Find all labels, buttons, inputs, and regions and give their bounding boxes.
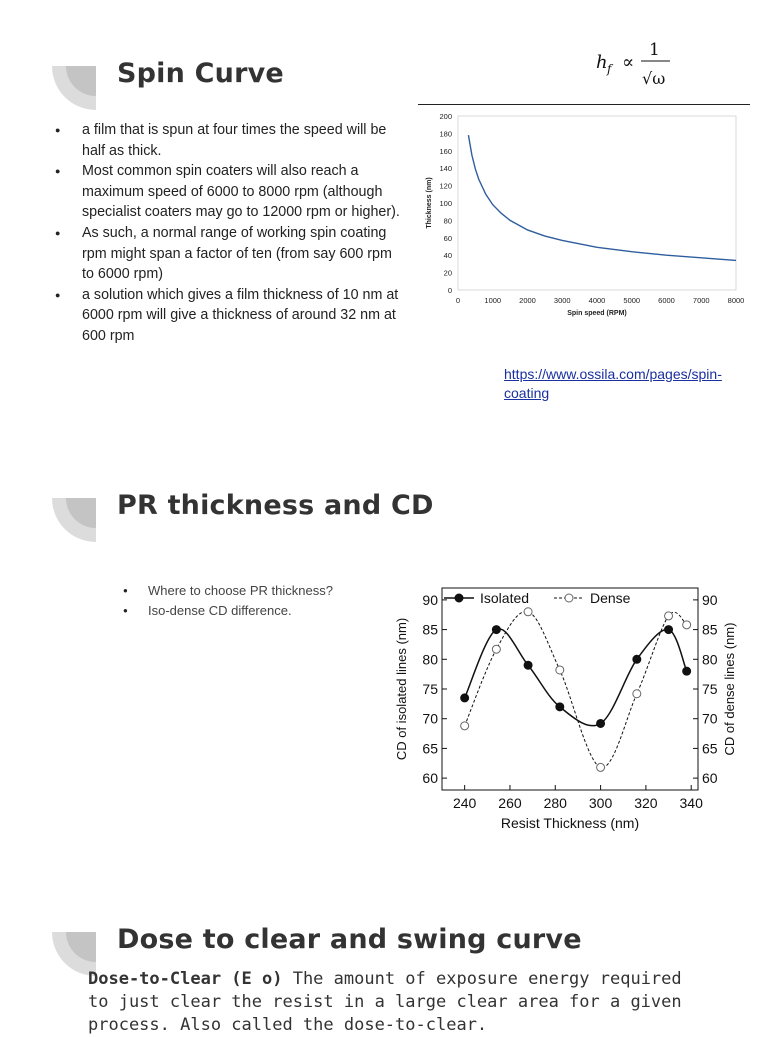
data-point-dense: [461, 722, 469, 730]
data-point-dense: [492, 645, 500, 653]
x-tick-label: 240: [452, 795, 477, 811]
legend-marker: [565, 594, 573, 602]
y-tick-label: 60: [422, 770, 438, 787]
section-marker-icon: [52, 498, 96, 542]
dose-to-clear-title: Dose to clear and swing curve: [117, 924, 582, 955]
legend-label: Dense: [590, 590, 631, 606]
x-axis-label: Spin speed (RPM): [567, 310, 627, 317]
data-point-dense: [665, 612, 673, 620]
spin-formula: [590, 36, 690, 96]
y-tick-label: 75: [422, 681, 438, 697]
x-tick-label: 300: [588, 795, 613, 811]
formula-numerator: 1: [649, 40, 660, 60]
data-point-dense: [633, 690, 641, 698]
list-item: ● Most common spin coaters will also reach a maximum speed of 6000 to 8000 rpm (although specialist coaters may go to 12000 rpm or higher).: [82, 161, 402, 223]
data-point-isolated: [665, 626, 673, 634]
spin-curve-bullets: [82, 120, 402, 347]
data-point-isolated: [597, 719, 605, 727]
data-point-isolated: [524, 661, 532, 669]
data-point-dense: [556, 666, 564, 674]
y-tick-label: 0: [447, 286, 452, 295]
list-item: ● a film that is spun at four times the speed will be half as thick.: [82, 120, 402, 161]
x-tick-label: 260: [498, 795, 522, 811]
x-tick-label: 3000: [553, 296, 571, 305]
section-marker-icon: [52, 66, 96, 110]
y-tick-label-right: 65: [702, 740, 718, 757]
data-point-isolated: [633, 655, 641, 663]
plot-area: [458, 116, 736, 290]
y-tick-label-right: 80: [702, 651, 718, 668]
formula-divider: [418, 104, 750, 105]
legend-marker: [455, 594, 463, 602]
y-axis-label-right: CD of dense lines (nm): [722, 622, 737, 756]
data-point-isolated: [683, 667, 691, 675]
data-point-isolated: [492, 626, 500, 634]
y-axis-label: Thickness (nm): [426, 177, 433, 229]
pr-thickness-title: PR thickness and CD: [117, 490, 434, 521]
x-axis-label: Resist Thickness (nm): [500, 815, 640, 831]
list-item: ● a solution which gives a film thickness of 10 nm at 6000 rpm will give a thickness of around 32 nm at 600 rpm: [82, 285, 402, 347]
x-tick-label: 8000: [727, 296, 745, 305]
y-tick-label: 40: [443, 251, 452, 261]
formula-denominator: √ω: [642, 69, 666, 88]
list-item: ● Iso-dense CD difference.: [148, 601, 388, 621]
y-tick-label: 20: [443, 268, 452, 278]
x-tick-label: 6000: [658, 296, 675, 305]
y-tick-label: 180: [439, 129, 452, 139]
cd-swing-chart: [390, 580, 737, 842]
x-tick-label: 2000: [519, 296, 536, 305]
y-tick-label-right: 85: [702, 621, 718, 638]
plot-frame: [442, 588, 698, 790]
x-tick-label: 320: [634, 795, 658, 811]
list-item: ● Where to choose PR thickness?: [148, 581, 388, 601]
data-point-dense: [524, 608, 532, 616]
series-line-isolated: [465, 629, 687, 726]
dose-to-clear-paragraph: [88, 968, 708, 1037]
y-tick-label: 70: [422, 710, 438, 727]
y-axis-label: CD of isolated lines (nm): [394, 617, 409, 761]
dose-to-clear-term: Dose-to-Clear (E o): [88, 969, 283, 989]
y-tick-label: 140: [439, 164, 452, 174]
x-tick-label: 0: [455, 296, 461, 305]
x-tick-label: 7000: [692, 296, 710, 305]
y-tick-label-right: 60: [702, 770, 718, 787]
formula-relation: ∝: [622, 52, 635, 73]
pr-thickness-bullets: [148, 581, 388, 620]
y-tick-label: 85: [422, 621, 438, 638]
ossila-link[interactable]: https://www.ossila.com/pages/spin-coating: [504, 366, 722, 401]
series-line: [468, 135, 736, 260]
formula-lhs-sub: f: [607, 62, 612, 76]
y-tick-label: 60: [443, 233, 452, 243]
y-tick-label-right: 90: [702, 591, 718, 608]
y-tick-label: 90: [422, 591, 438, 608]
y-tick-label: 200: [439, 112, 452, 121]
x-tick-label: 1000: [484, 296, 502, 305]
y-tick-label: 160: [439, 146, 452, 156]
spin-curve-chart: [418, 106, 753, 322]
data-point-dense: [683, 621, 691, 629]
y-tick-label-right: 70: [702, 710, 718, 727]
x-tick-label: 280: [543, 795, 567, 811]
y-tick-label: 80: [422, 651, 438, 668]
y-tick-label: 120: [439, 181, 452, 191]
list-item: ● As such, a normal range of working spin coating rpm might span a factor of ten (from say 600 rpm to 6000 rpm): [82, 223, 402, 285]
spin-curve-title: Spin Curve: [117, 58, 284, 89]
data-point-dense: [597, 763, 605, 771]
x-tick-label: 4000: [588, 296, 606, 305]
data-point-isolated: [461, 694, 469, 702]
x-tick-label: 5000: [623, 296, 641, 305]
dose-to-clear-definition: The amount of exposure energy required to just clear the resist in a large clear area for a given process. Also called the dose-to-clear.: [88, 969, 682, 1035]
y-tick-label: 100: [439, 199, 452, 208]
data-point-isolated: [556, 703, 564, 711]
y-tick-label: 65: [422, 740, 438, 757]
x-tick-label: 340: [679, 795, 703, 811]
y-tick-label: 80: [443, 216, 452, 226]
legend-label: Isolated: [480, 590, 530, 606]
formula-lhs: h: [596, 52, 608, 73]
series-line-dense: [465, 611, 687, 767]
y-tick-label-right: 75: [702, 681, 718, 697]
